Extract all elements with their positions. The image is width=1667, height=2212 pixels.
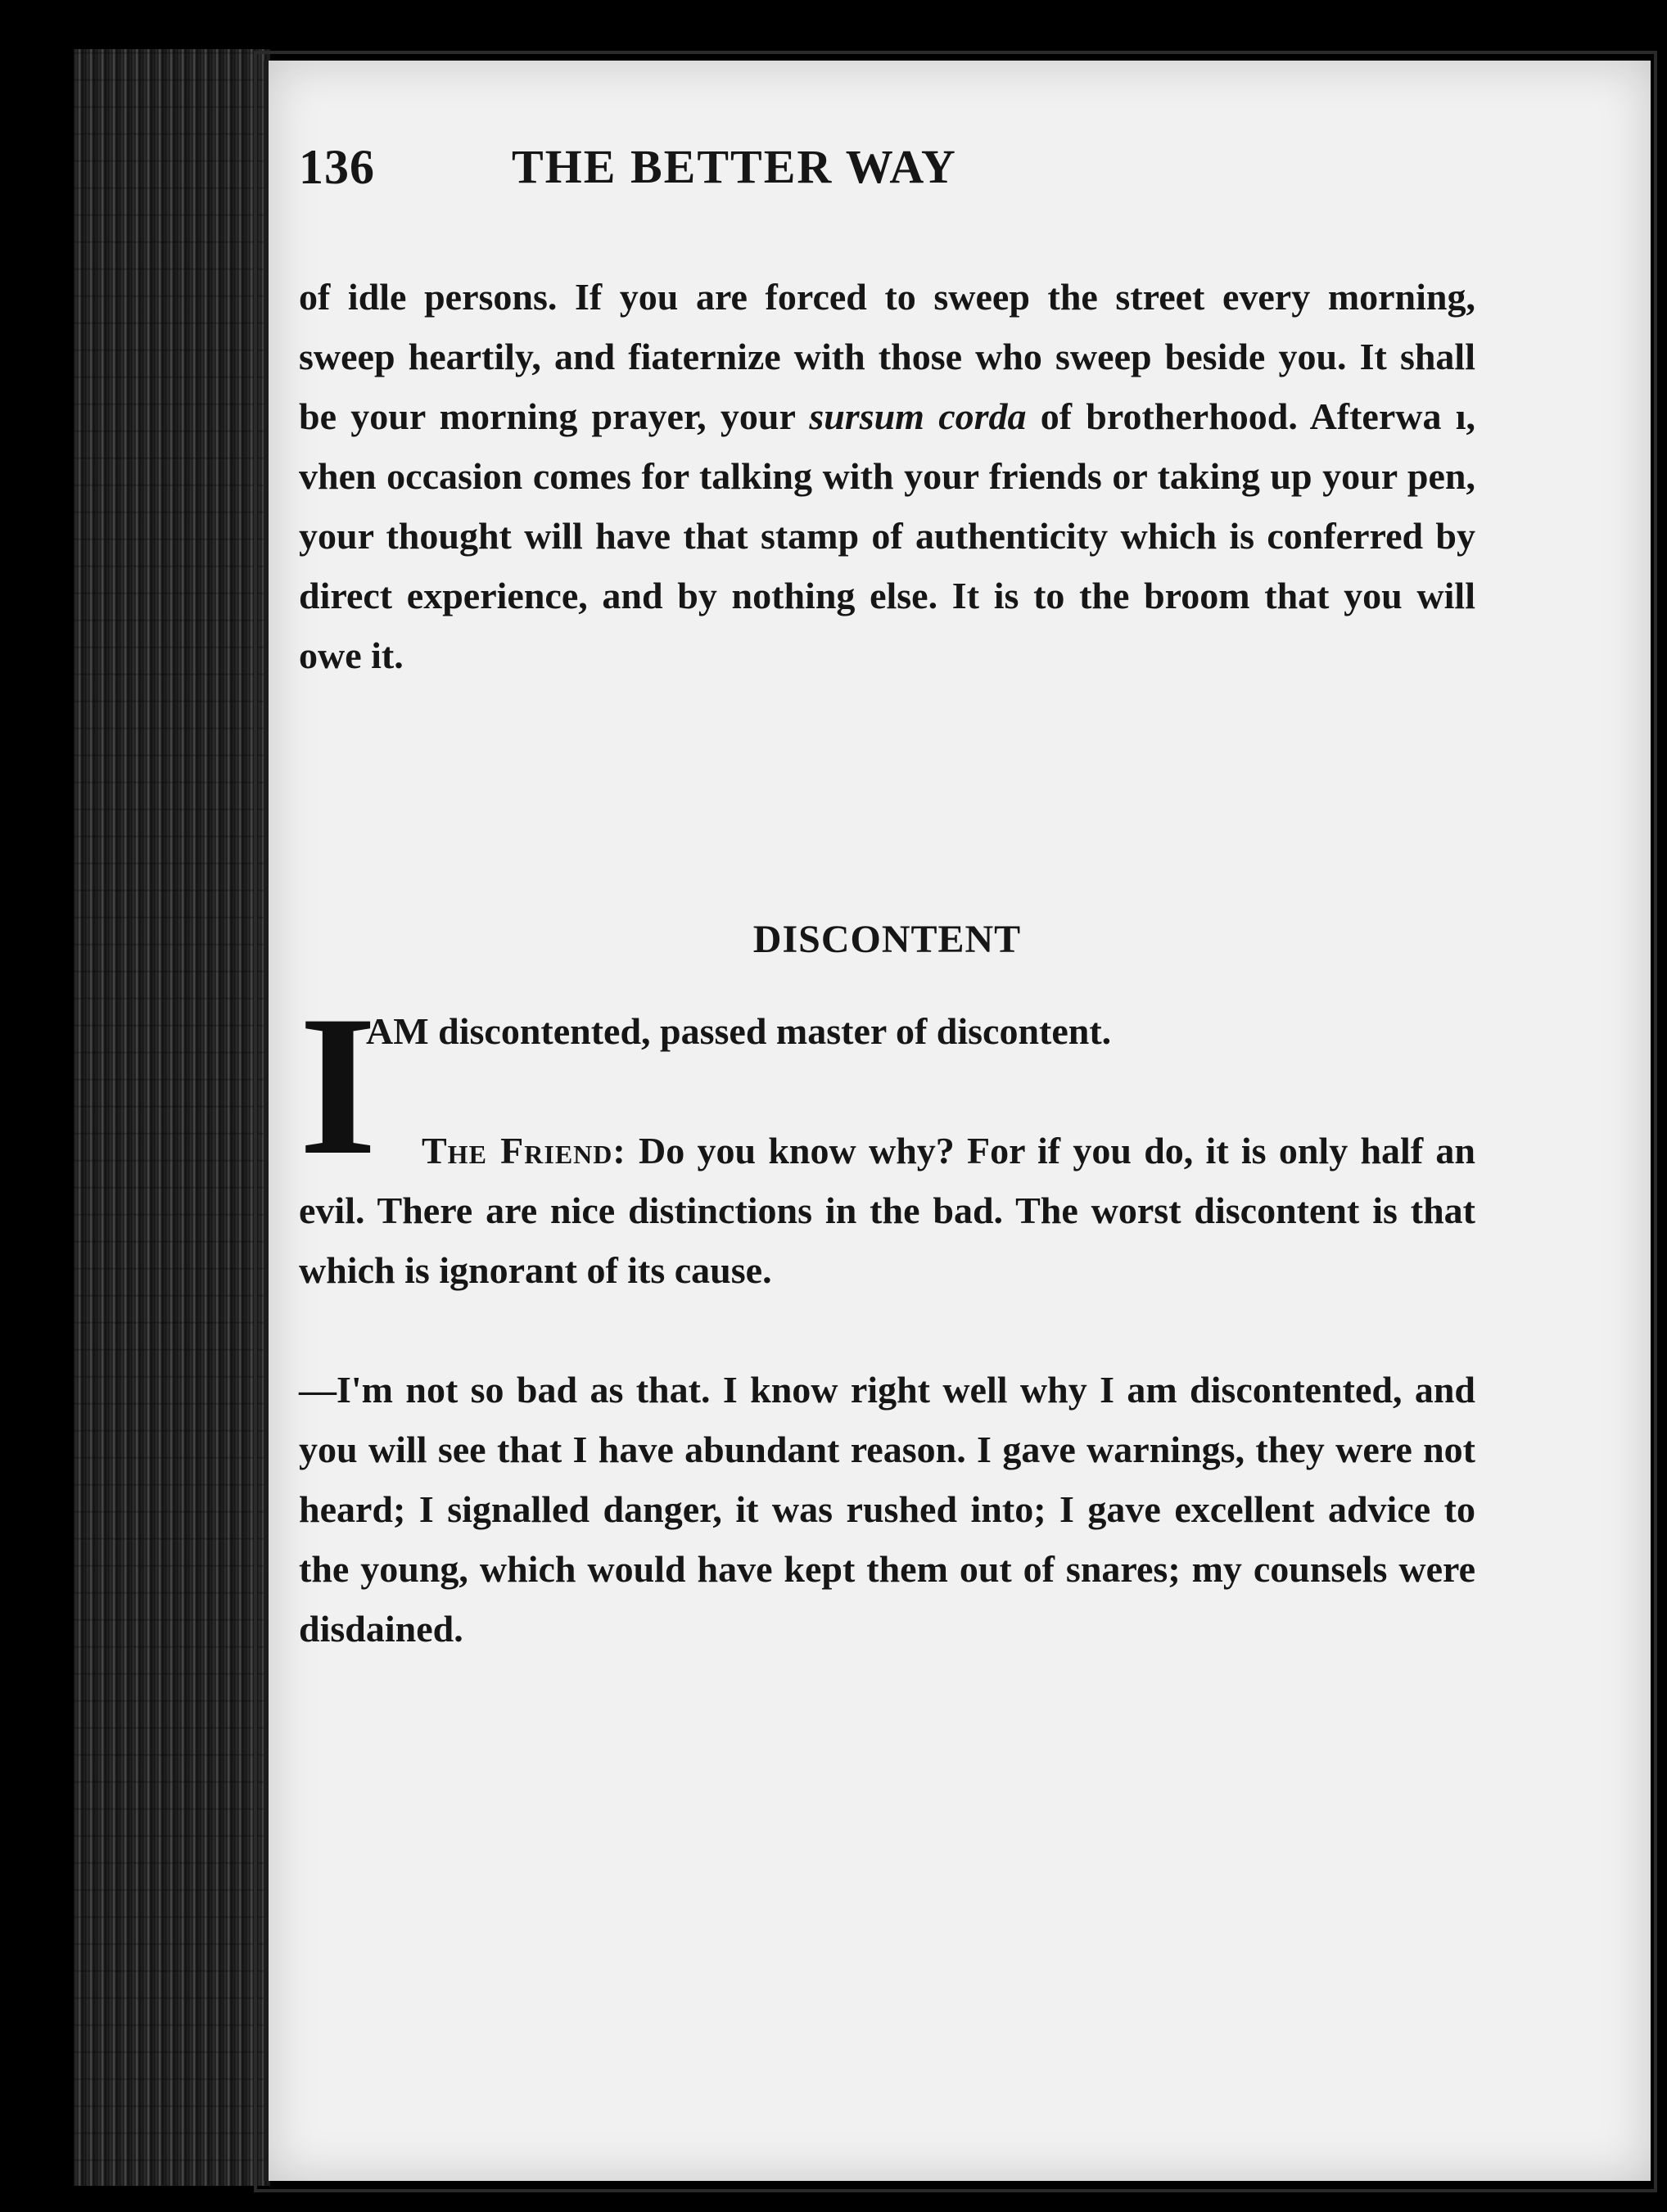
section-heading: DISCONTENT xyxy=(752,918,1022,961)
running-title: THE BETTER WAY xyxy=(512,140,957,193)
speaker-label: The Friend: xyxy=(422,1130,626,1171)
paragraph-text: of brotherhood. Afterwa ı, vhen occasion comes for talking with your friends or taking up your pen, your thought will have that stamp of authenticity which is conferred by direct experience, and by nothing else. It is to the broom that you will owe it. xyxy=(299,395,1475,676)
opening-line: AM discontented, passed master of discontent. xyxy=(366,1010,1112,1052)
dialogue-paragraph xyxy=(299,1121,1475,1300)
book-page-edges xyxy=(74,49,270,2186)
reply-paragraph: —I'm not so bad as that. I know right well why I am discontented, and you will see that I have abundant reason. I gave warnings, they were not heard; I signalled danger, it was rushed into; I gave excellent advice to the young, which would have kept them out of snares; my counsels were disdained. xyxy=(299,1369,1475,1650)
latin-phrase: sursum corda xyxy=(809,395,1027,437)
paragraph-continuation xyxy=(299,267,1475,685)
drop-cap: I xyxy=(299,974,377,1196)
running-header xyxy=(299,139,1475,205)
paragraph-text: of idle persons. If you are forced to sweep the street every morning, sweep heartily, and fiaternize with those who sweep beside you. It shall be your morning prayer, your xyxy=(299,276,1475,437)
page-number: 136 xyxy=(299,140,375,194)
dialogue-text: Do you know why? For if you do, it is only half an evil. There are nice distinctions in the bad. The worst discontent is that which is ignorant of its cause. xyxy=(299,1130,1475,1291)
